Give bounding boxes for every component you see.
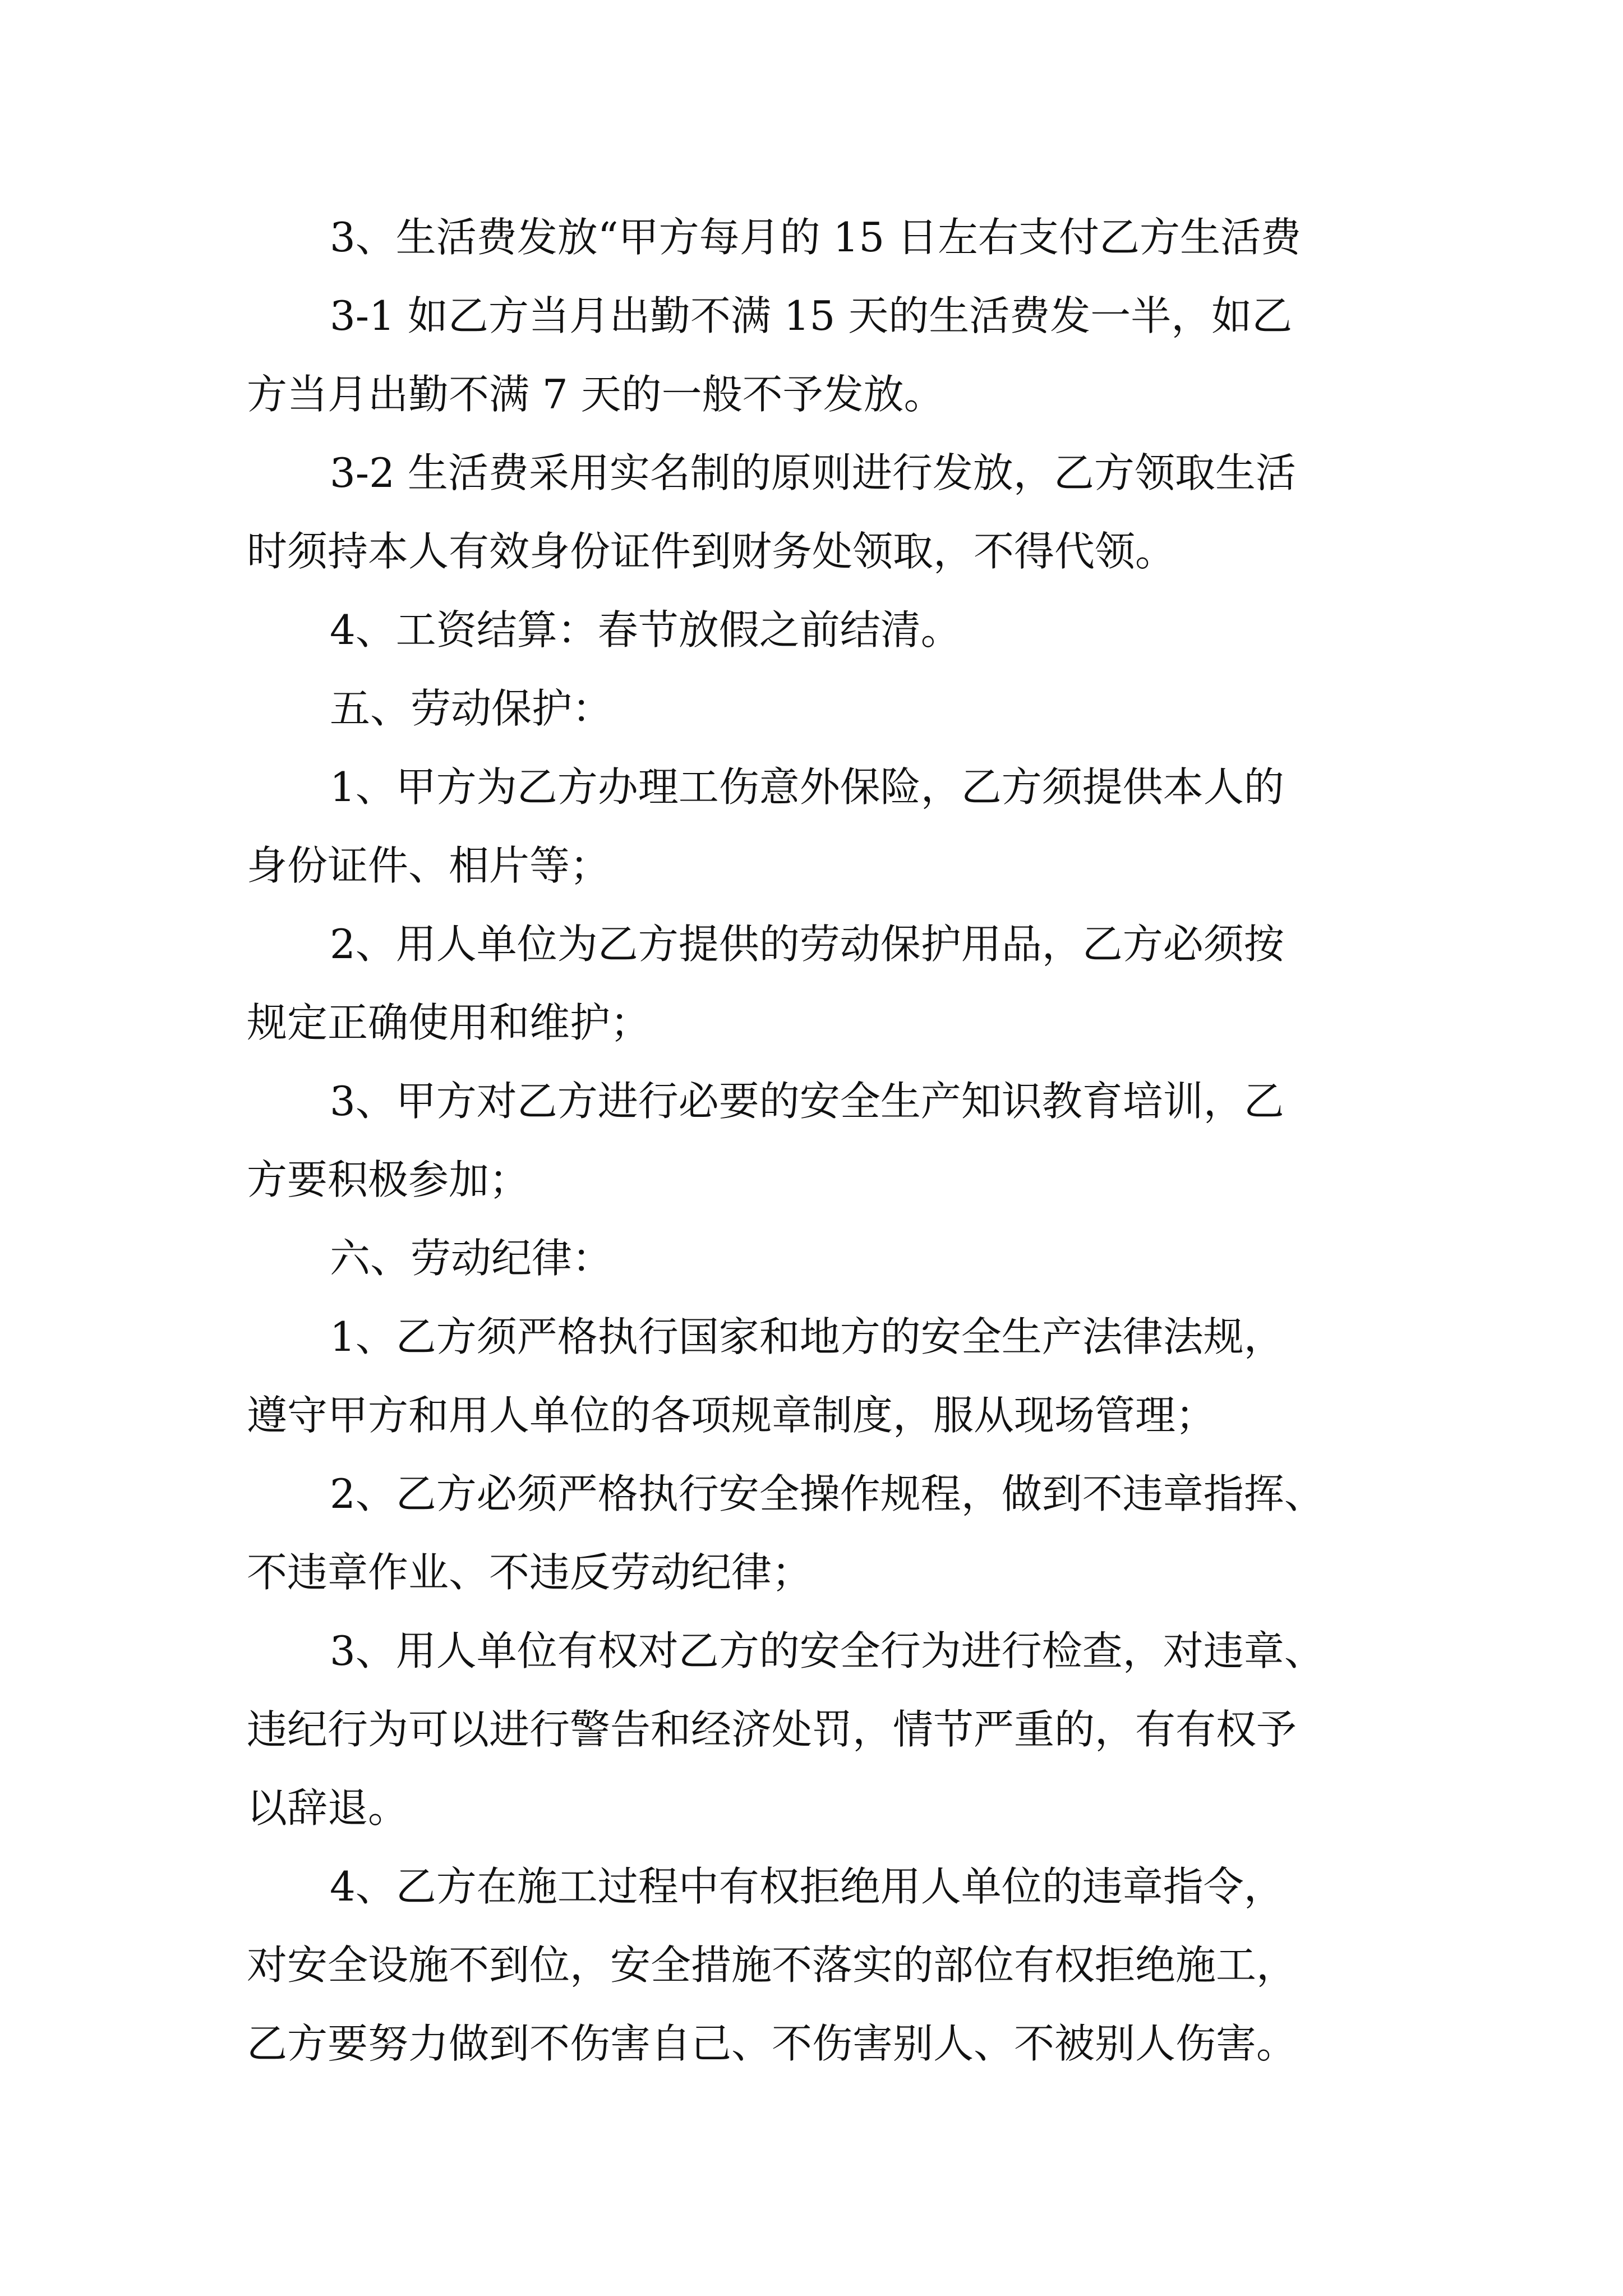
text-line: 身份证件、相片等； (247, 842, 611, 889)
text-line: 违纪行为可以进行警告和经济处罚，情节严重的，有有权予 (247, 1706, 1297, 1753)
text-line: 3-1 如乙方当月出勤不满 15 天的生活费发一半，如乙 (330, 292, 1293, 339)
text-line: 2、乙方必须严格执行安全操作规程，做到不违章指挥、 (330, 1470, 1325, 1517)
text-line: 1、乙方须严格执行国家和地方的安全生产法律法规， (330, 1313, 1284, 1360)
text-line: 1、甲方为乙方办理工伤意外保险，乙方须提供本人的 (330, 763, 1284, 811)
text-line: 3、生活费发放“甲方每月的 15 日左右支付乙方生活费 (330, 214, 1302, 261)
text-line: 乙方要努力做到不伤害自己、不伤害别人、不被别人伤害。 (247, 2020, 1297, 2067)
text-line: 2、用人单位为乙方提供的劳动保护用品，乙方必须按 (330, 921, 1284, 968)
text-line: 不违章作业、不违反劳动纪律； (247, 1549, 813, 1596)
text-line: 对安全设施不到位，安全措施不落实的部位有权拒绝施工， (247, 1941, 1297, 1989)
text-line: 以辞退。 (247, 1784, 409, 1832)
text-line: 3、用人单位有权对乙方的安全行为进行检查，对违章、 (330, 1627, 1325, 1674)
text-line: 4、工资结算：春节放假之前结清。 (330, 606, 961, 654)
text-line: 时须持本人有效身份证件到财务处领取，不得代领。 (247, 528, 1176, 575)
text-line: 3、甲方对乙方进行必要的安全生产知识教育培训，乙 (330, 1078, 1284, 1125)
text-line: 3-2 生活费采用实名制的原则进行发放，乙方领取生活 (330, 449, 1296, 496)
section-heading: 五、劳动保护： (330, 685, 613, 732)
text-line: 4、乙方在施工过程中有权拒绝用人单位的违章指令， (330, 1863, 1284, 1910)
text-line: 遵守甲方和用人单位的各项规章制度，服从现场管理； (247, 1392, 1216, 1439)
text-line: 规定正确使用和维护； (247, 999, 651, 1046)
text-line: 方当月出勤不满 7 天的一般不予发放。 (247, 371, 944, 418)
section-heading: 六、劳动纪律： (330, 1235, 613, 1282)
text-line: 方要积极参加； (247, 1156, 530, 1203)
